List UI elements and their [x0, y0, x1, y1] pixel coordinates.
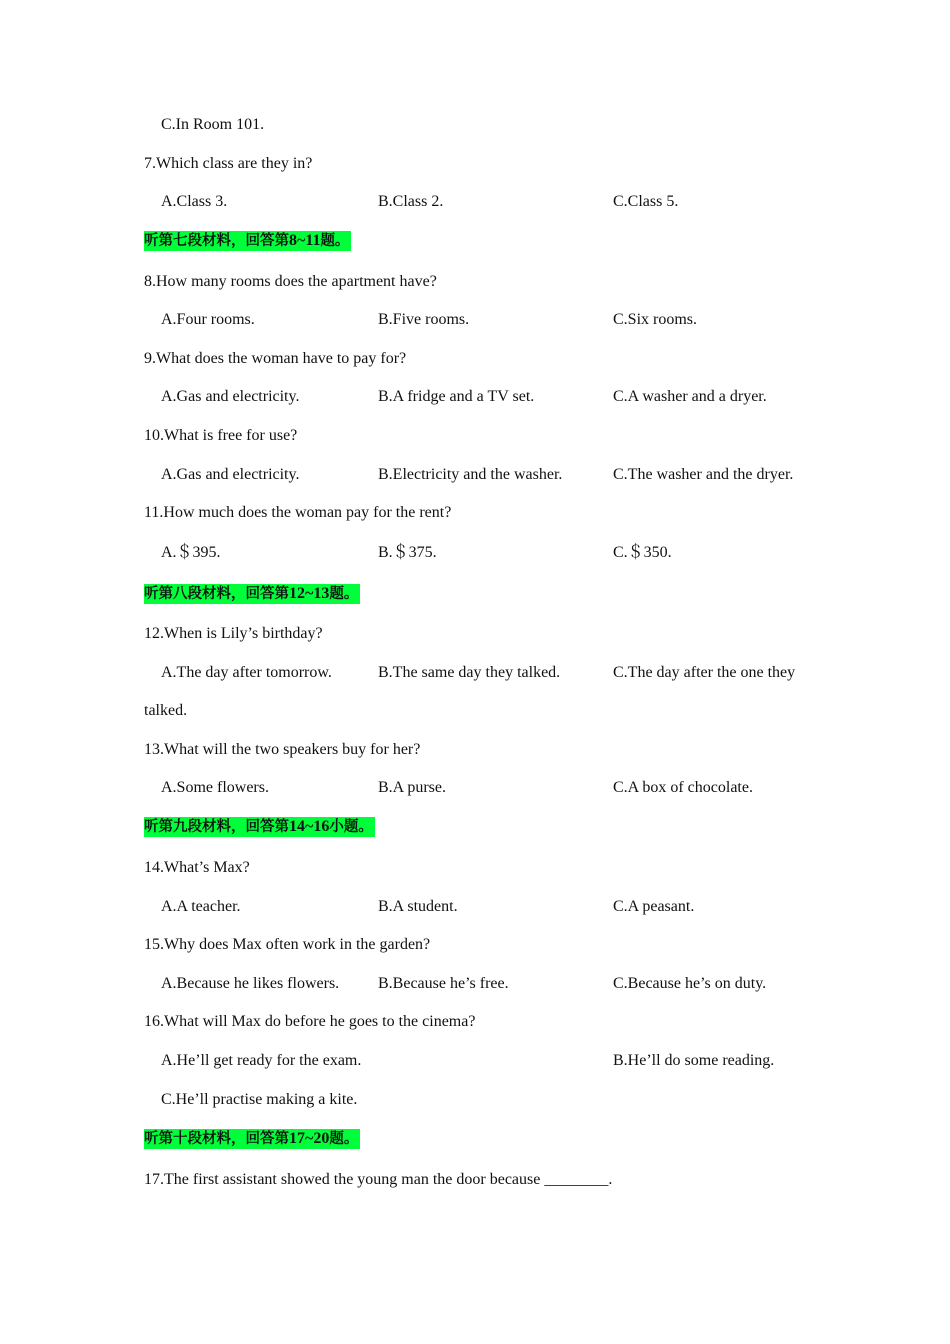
q11-option-c: C.＄350. [613, 544, 672, 561]
q15-option-c: C.Because he’s on duty. [613, 975, 767, 992]
question-11: 11.How much does the woman pay for the rent? [144, 504, 452, 521]
question-13: 13.What will the two speakers buy for her? [144, 741, 421, 758]
section-suffix: 小题。 [329, 819, 373, 835]
question-15: 15.Why does Max often work in the garden? [144, 936, 431, 953]
section-range: 14~16 [289, 818, 330, 835]
section-suffix: 题。 [329, 586, 359, 602]
section-8-heading [144, 584, 360, 604]
q14-option-c: C.A peasant. [613, 898, 695, 915]
q15-option-b: B.Because he’s free. [378, 975, 509, 992]
q7-option-b: B.Class 2. [378, 193, 444, 210]
section-10-heading [144, 1129, 360, 1149]
q8-option-a: A.Four rooms. [161, 311, 255, 328]
q12-option-b: B.The same day they talked. [378, 664, 561, 681]
q11-option-a: A.＄395. [161, 544, 221, 561]
q13-option-c: C.A box of chocolate. [613, 779, 753, 796]
q9-option-b: B.A fridge and a TV set. [378, 388, 535, 405]
q14-option-b: B.A student. [378, 898, 458, 915]
q7-option-c: C.Class 5. [613, 193, 679, 210]
q10-option-b: B.Electricity and the washer. [378, 466, 563, 483]
section-suffix: 题。 [320, 233, 350, 249]
question-14: 14.What’s Max? [144, 859, 250, 876]
question-16: 16.What will Max do before he goes to the cinema? [144, 1013, 476, 1030]
q16-option-c: C.He’ll practise making a kite. [161, 1091, 358, 1108]
section-9-heading [144, 817, 375, 837]
q12-option-c-continued: talked. [144, 702, 188, 719]
q6-option-c: C.In Room 101. [161, 116, 265, 133]
q13-option-a: A.Some flowers. [161, 779, 269, 796]
question-9: 9.What does the woman have to pay for? [144, 350, 407, 367]
question-8: 8.How many rooms does the apartment have? [144, 273, 437, 290]
q12-option-c: C.The day after the one they [613, 664, 796, 681]
q16-option-b: B.He’ll do some reading. [613, 1052, 775, 1069]
section-suffix: 题。 [329, 1131, 359, 1147]
q10-option-c: C.The washer and the dryer. [613, 466, 794, 483]
q7-option-a: A.Class 3. [161, 193, 228, 210]
question-7: 7.Which class are they in? [144, 155, 313, 172]
q10-option-a: A.Gas and electricity. [161, 466, 300, 483]
q12-option-a: A.The day after tomorrow. [161, 664, 332, 681]
section-prefix: 听第九段材料，回答第 [144, 819, 289, 835]
q8-option-c: C.Six rooms. [613, 311, 698, 328]
section-range: 8~11 [289, 232, 321, 249]
q11-option-b: B.＄375. [378, 544, 437, 561]
section-prefix: 听第十段材料，回答第 [144, 1131, 289, 1147]
q15-option-a: A.Because he likes flowers. [161, 975, 340, 992]
question-17: 17.The first assistant showed the young man the door because ________. [144, 1171, 613, 1188]
q16-option-a: A.He’ll get ready for the exam. [161, 1052, 362, 1069]
q13-option-b: B.A purse. [378, 779, 446, 796]
question-12: 12.When is Lily’s birthday? [144, 625, 323, 642]
q8-option-b: B.Five rooms. [378, 311, 470, 328]
question-10: 10.What is free for use? [144, 427, 298, 444]
section-range: 17~20 [289, 1130, 330, 1147]
section-7-heading [144, 231, 351, 251]
q9-option-a: A.Gas and electricity. [161, 388, 300, 405]
section-prefix: 听第七段材料，回答第 [144, 233, 289, 249]
section-range: 12~13 [289, 585, 330, 602]
q9-option-c: C.A washer and a dryer. [613, 388, 767, 405]
q14-option-a: A.A teacher. [161, 898, 241, 915]
section-prefix: 听第八段材料，回答第 [144, 586, 289, 602]
